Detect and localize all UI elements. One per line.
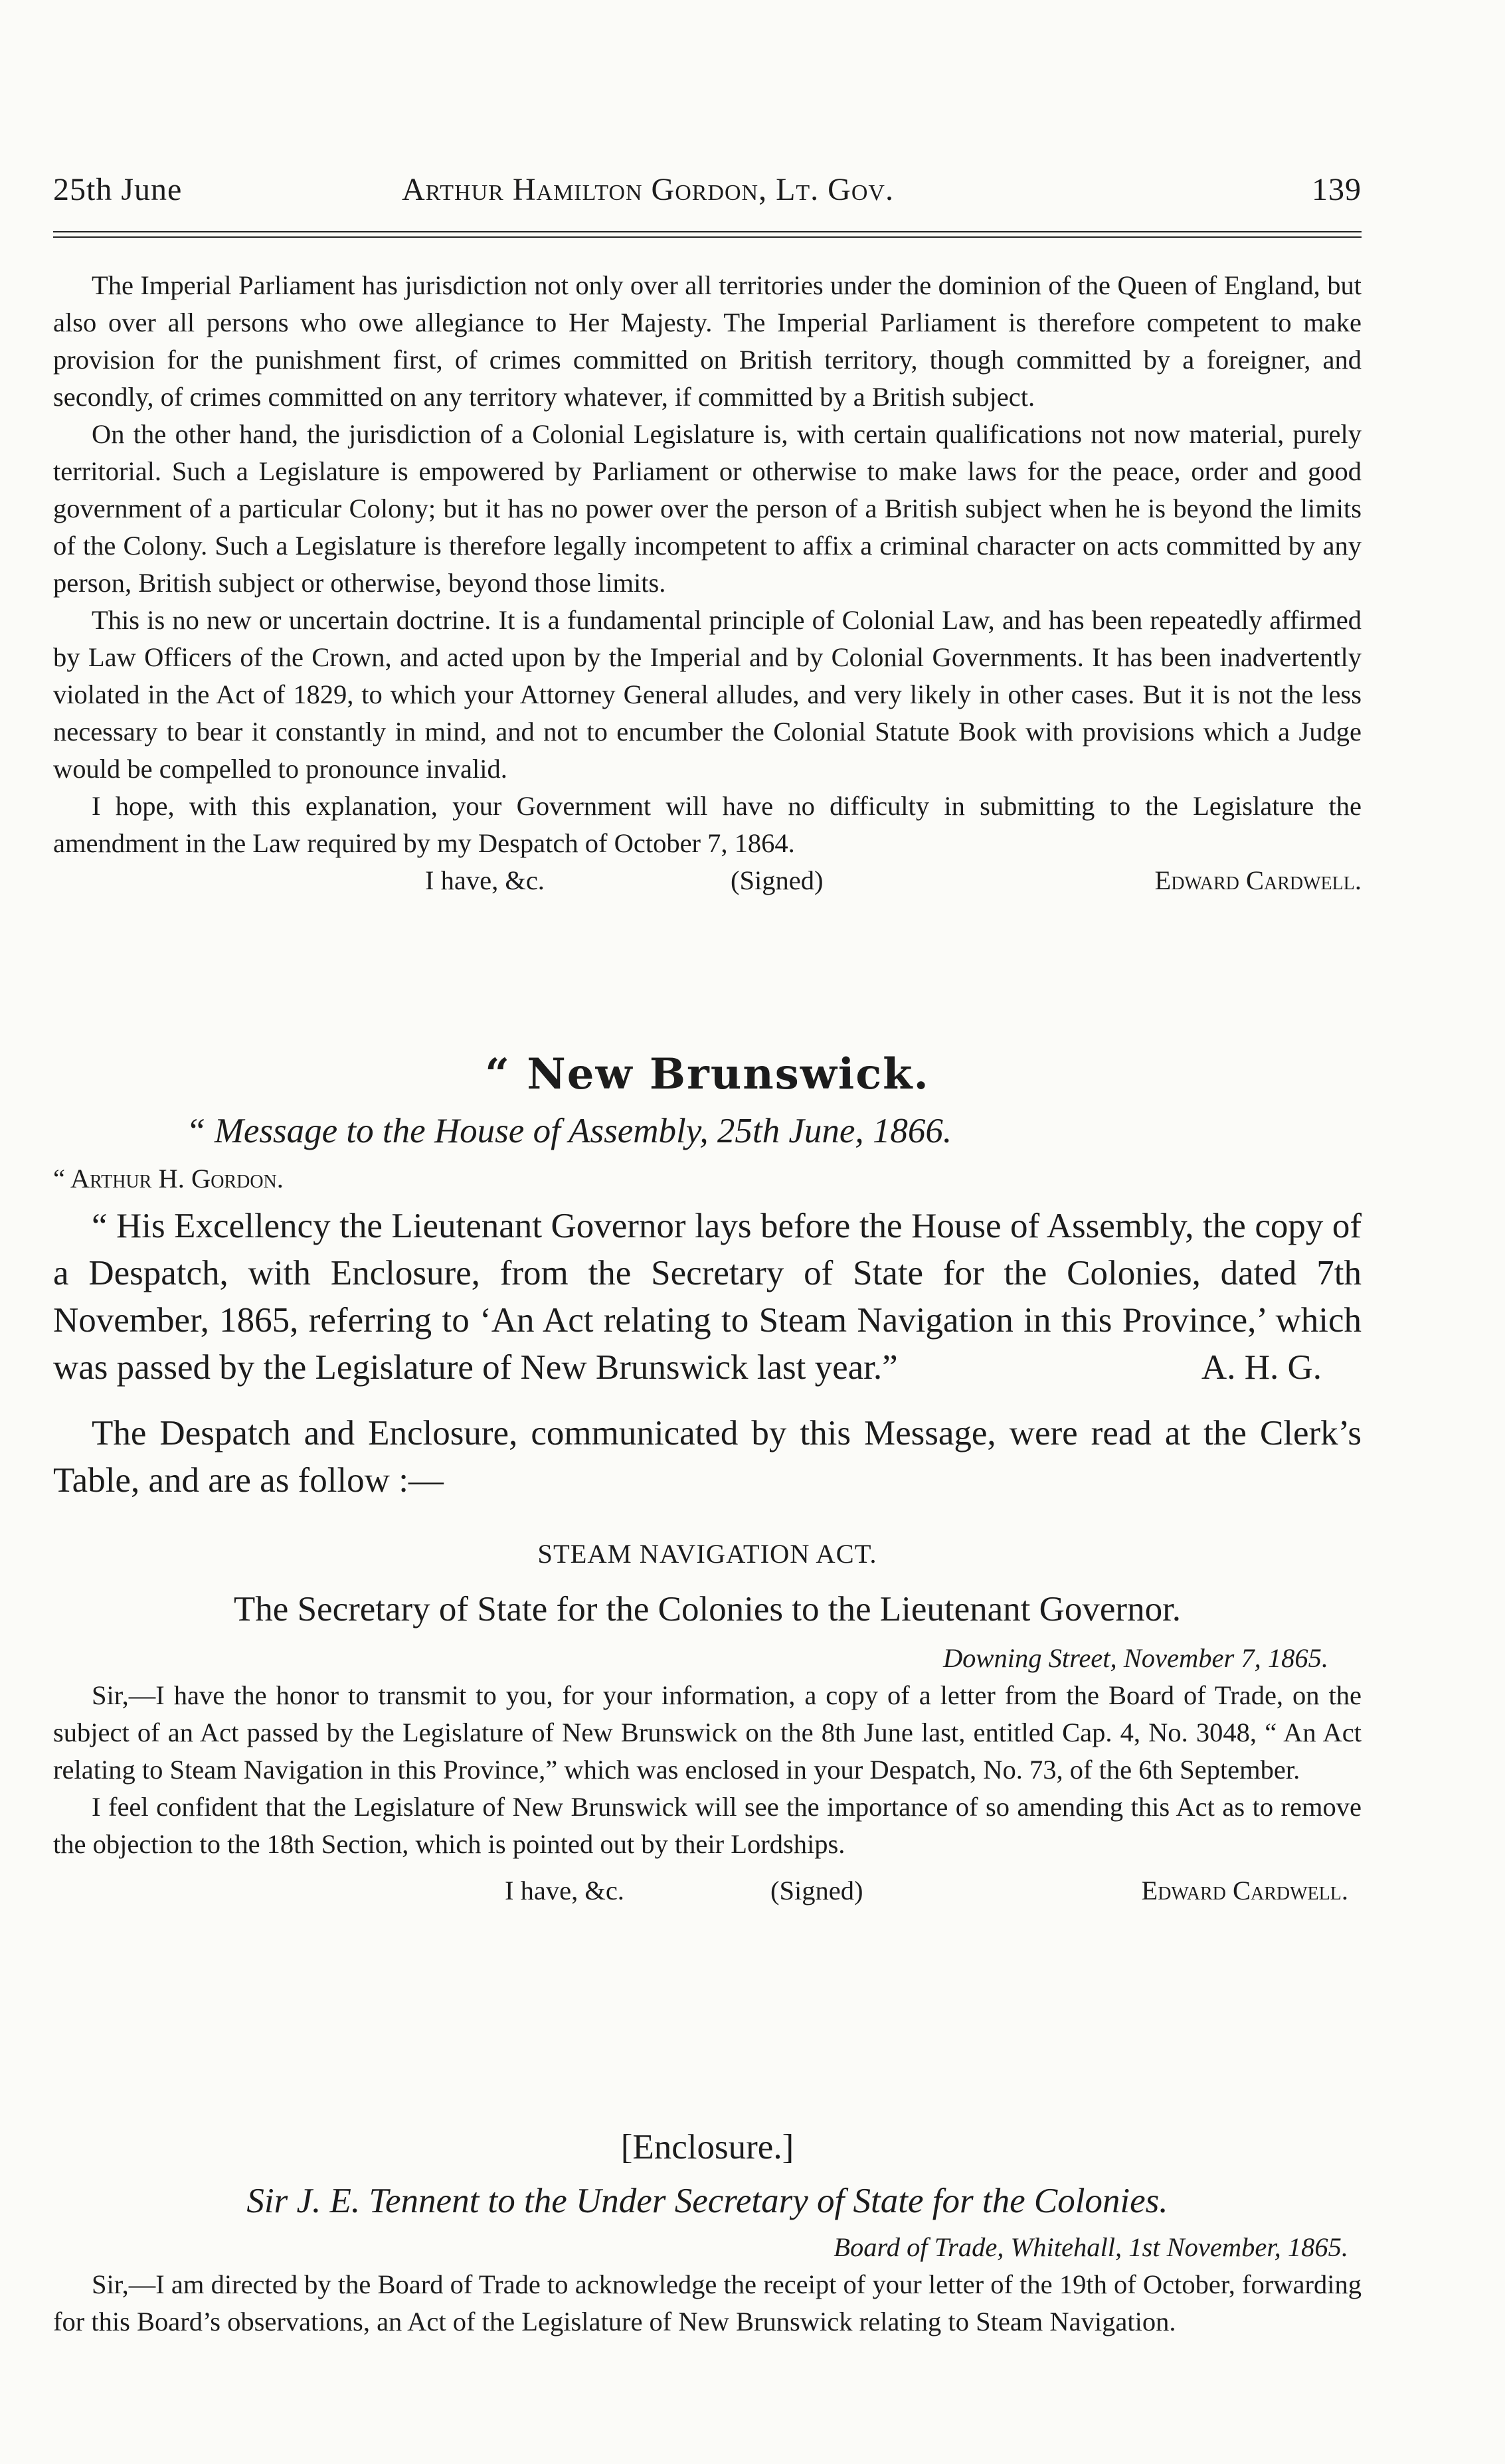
top-letter (53, 267, 1362, 899)
enclosure-subheading: Sir J. E. Tennent to the Under Secretary of State for the Colonies. (246, 2182, 1168, 2220)
header-rule (53, 231, 1362, 238)
signature-line (53, 862, 1362, 899)
place-date: Downing Street, November 7, 1865. (942, 1643, 1328, 1673)
act-subheading: The Secretary of State for the Colonies to the Lieutenant Governor. (233, 1590, 1182, 1628)
signatory: Edward Cardwell. (1154, 865, 1362, 895)
signed: (Signed) (770, 1876, 863, 1905)
steam-navigation-act (53, 1536, 1362, 1909)
message-follow: The Despatch and Enclosure, communicated by this Message, were read at the Clerk’s Table, and are as follow :— (53, 1414, 1362, 1500)
act-heading: STEAM NAVIGATION ACT. (537, 1539, 877, 1569)
header-date: 25th June (53, 172, 183, 207)
paragraph: Sir,—I am directed by the Board of Trade to acknowledge the receipt of your letter of the 19th of October, forwarding for this Board’s observations, an Act of the Legislature of New Brunswick relating to Steam Navigation. (53, 2269, 1362, 2336)
page-number: 139 (1312, 172, 1362, 207)
signed: (Signed) (731, 865, 824, 895)
paragraph: I feel confident that the Legislature of New Brunswick will see the importance of so amending this Act as to remove the objection to the 18th Section, which is pointed out by their Lordships. (53, 1792, 1362, 1859)
closing: I have, &c. (505, 1876, 624, 1905)
place-date: Board of Trade, Whitehall, 1st November, 1865. (834, 2232, 1348, 2262)
message (53, 1108, 1362, 1504)
message-title: “ Message to the House of Assembly, 25th June, 1866. (186, 1112, 952, 1150)
message-body: “ His Excellency the Lieutenant Governor lays before the House of Assembly, the copy of a Despatch, with Enclosure, from the Secretary of State for the Colonies, dated 7th November, 1865, referring to ‘An Act relating to Steam Navigation in this Province,’ which was passed by the Legislature of New Brunswick last year.” (53, 1207, 1362, 1387)
section-heading: “ New Brunswick. (485, 1049, 930, 1099)
message-initials: A. H. G. (1201, 1348, 1322, 1387)
paragraph: On the other hand, the jurisdiction of a Colonial Legislature is, with certain qualifications not now material, purely territorial. Such a Legislature is empowered by Parliament or otherwise to make laws for the peace, order and good government of a particular Colony; but it has no power over the person of a British subject when he is beyond the limits of the Colony. Such a Legislature is therefore legally incompetent to affix a criminal character on acts committed by any person, British subject or otherwise, beyond those limits. (53, 419, 1362, 598)
paragraph: Sir,—I have the honor to transmit to you, for your information, a copy of a letter from the Board of Trade, on the subject of an Act passed by the Legislature of New Brunswick on the 8th June last, entitled Cap. 4, No. 3048, “ An Act relating to Steam Navigation in this Province,” which was enclosed in your Despatch, No. 73, of the 6th September. (53, 1680, 1362, 1785)
running-head (53, 171, 1362, 211)
paragraph: I hope, with this explanation, your Government will have no difficulty in submitting to the Legislature the amendment in the Law required by my Despatch of October 7, 1864. (53, 791, 1362, 858)
enclosure-heading: [Enclosure.] (620, 2128, 794, 2166)
message-from: “ Arthur H. Gordon. (53, 1164, 284, 1193)
paragraph: The Imperial Parliament has jurisdiction not only over all territories under the dominion of the Queen of England, but also over all persons who owe allegiance to Her Majesty. The Imperial Parliament is therefore competent to make provision for the punishment first, of crimes committed on British territory, though committed by a foreigner, and secondly, of crimes committed on any territory whatever, if committed by a British subject. (53, 270, 1362, 412)
enclosure (53, 2124, 1362, 2340)
signature-line (53, 1872, 1362, 1909)
closing: I have, &c. (425, 865, 545, 895)
header-title: Arthur Hamilton Gordon, Lt. Gov. (402, 172, 894, 207)
signatory: Edward Cardwell. (1141, 1876, 1348, 1905)
paragraph: This is no new or uncertain doctrine. It is a fundamental principle of Colonial Law, and has been repeatedly affirmed by Law Officers of the Crown, and acted upon by the Imperial and by Colonial Governments. It has been inadvertently violated in the Act of 1829, to which your Attorney General alludes, and very likely in other cases. But it is not the less necessary to bear it constantly in mind, and not to encumber the Colonial Statute Book with provisions which a Judge would be compelled to pronounce invalid. (53, 605, 1362, 784)
